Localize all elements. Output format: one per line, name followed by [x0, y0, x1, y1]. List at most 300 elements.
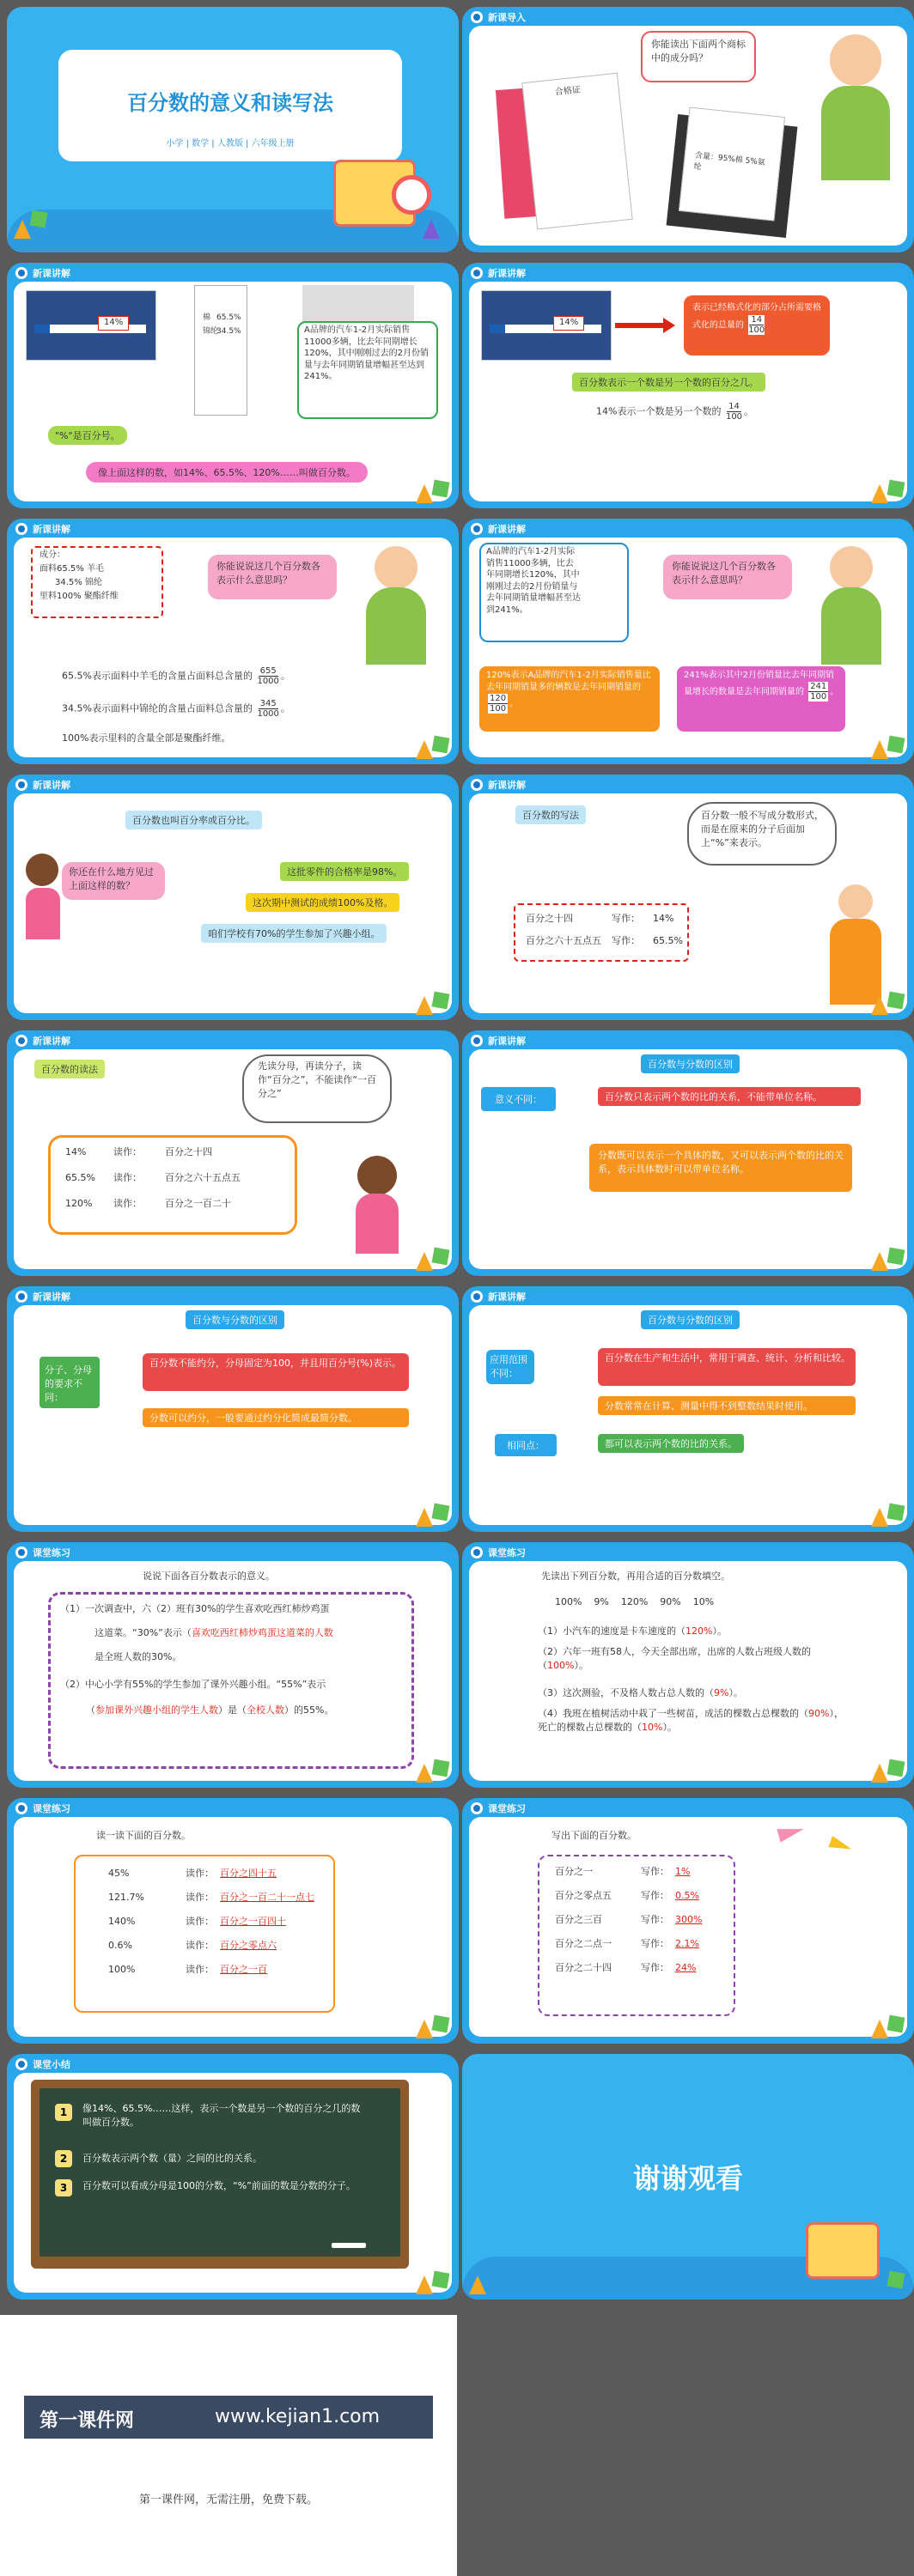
slide-12	[462, 1286, 914, 1532]
cube-icon	[432, 1504, 450, 1522]
question-title: 先读出下列百分数，再用合适的百分数填空。	[541, 1571, 730, 1582]
header-label: 新课讲解	[33, 780, 70, 791]
cone-icon	[871, 996, 888, 1015]
girl-illustration	[26, 854, 58, 886]
slide-header	[471, 1801, 526, 1815]
slide-header	[15, 2057, 70, 2071]
row-number: 121.7%	[108, 1892, 144, 1903]
footer-note: 第一课件网，无需注册，免费下载。	[138, 2494, 318, 2506]
teacher-illustration	[830, 34, 881, 86]
slide-header	[15, 1034, 70, 1048]
cone-icon	[416, 2275, 433, 2294]
logo-icon	[471, 523, 483, 535]
slide-header	[15, 266, 70, 280]
header-label: 课堂练习	[33, 1803, 70, 1814]
bubble-text: 你能说说这几个百分数各表示什么意思吗？	[672, 561, 776, 586]
question-title: 说说下面各百分数表示的意义。	[143, 1571, 275, 1582]
number-badge: 1	[55, 2104, 72, 2121]
writing-card	[538, 1855, 735, 2016]
cone-icon	[871, 1764, 888, 1783]
cone-icon	[416, 2020, 433, 2038]
cone-icon	[416, 1508, 433, 1527]
chalk-icon	[332, 2243, 366, 2248]
red-arrow-head	[663, 318, 675, 333]
explain-text: 34.5%表示面料中锦纶的含量占面料总含量的	[62, 702, 253, 714]
row-value: 1%	[675, 1866, 691, 1877]
cone-icon	[416, 1252, 433, 1271]
header-label: 新课讲解	[488, 1291, 526, 1303]
topic-title: 百分数的读法	[34, 1060, 105, 1078]
fraction	[488, 694, 508, 714]
slide-header	[15, 778, 70, 792]
row-label: 写作：	[641, 1914, 669, 1925]
logo-icon	[471, 1546, 483, 1558]
cube-icon	[887, 736, 905, 754]
fraction	[726, 402, 742, 422]
cube-icon	[432, 1248, 450, 1266]
cone-icon	[416, 484, 433, 503]
row-read: 百分之一百二十一点七	[220, 1892, 314, 1903]
slide-body	[469, 1305, 907, 1525]
category-label: 应用范围不同：	[490, 1354, 527, 1379]
cube-icon	[887, 992, 905, 1010]
cube-icon	[432, 736, 450, 754]
row-value: 2.1%	[675, 1938, 699, 1949]
books-illustration	[806, 2222, 880, 2279]
exercise-line	[538, 1707, 847, 1735]
logo-icon	[471, 1802, 483, 1814]
percent-rule: 百分数不能约分，分母固定为100，并且用百分号(%)表示。	[149, 1358, 402, 1369]
row-label: 读作：	[186, 1868, 214, 1879]
slide-header	[471, 522, 526, 536]
cone-icon	[416, 740, 433, 759]
exercise-text: ）。	[712, 1625, 727, 1637]
answer-text: 10%	[642, 1721, 663, 1733]
question-title: 读一读下面的百分数。	[96, 1830, 191, 1841]
progress-value: 14%	[98, 316, 129, 331]
exercise-text: （4）我班在植树活动中栽了一些树苗，成活的棵数占总棵数的（	[538, 1708, 808, 1719]
girl-body	[356, 1194, 399, 1254]
cube-icon	[432, 1759, 450, 1777]
explain-line: 100%表示里料的含量全部是聚酯纤维。	[62, 732, 231, 744]
progress-bar	[34, 325, 146, 333]
fraction-rule: 分数可以约分，一般要通过约分化简成最简分数。	[143, 1408, 409, 1427]
slide-body	[14, 1817, 452, 2037]
percent-usage: 百分数在生产和生活中，常用于调查、统计、分析和比较。	[605, 1352, 850, 1364]
teacher-body	[366, 587, 426, 665]
slide-header	[15, 1801, 70, 1815]
progress-fill	[34, 325, 50, 333]
numerator: 14	[728, 402, 740, 411]
header-label: 课堂练习	[33, 1547, 70, 1558]
slide-header	[15, 522, 70, 536]
exercise-text: ），死亡的棵数占总棵数的（	[538, 1708, 844, 1733]
card-line: 成分：	[40, 550, 65, 560]
numerator: 241	[810, 682, 827, 691]
answer-text: 9%	[714, 1687, 729, 1698]
numerator: 345	[259, 699, 277, 708]
boy-body	[830, 919, 881, 1005]
slide-body	[469, 1049, 907, 1269]
logo-icon	[471, 1035, 483, 1047]
card-line: 面料65.5% 羊毛	[40, 564, 104, 574]
teacher-illustration	[375, 546, 417, 589]
fraction	[257, 699, 278, 719]
slide-header	[15, 1546, 70, 1559]
row-number: 100%	[108, 1964, 136, 1975]
header-label: 新课讲解	[33, 268, 70, 279]
denominator: 100	[725, 412, 743, 422]
header-label: 新课讲解	[488, 780, 526, 791]
footer-url[interactable]: www.kejian1.com	[215, 2406, 381, 2427]
logo-icon	[471, 267, 483, 279]
row-read: 百分之六十五点五	[165, 1172, 241, 1183]
fraction	[748, 315, 765, 335]
percent-sign-label: "%"是百分号。	[48, 426, 127, 445]
slide-body	[14, 793, 452, 1013]
row-label: 写作：	[612, 913, 640, 924]
exercise-text: 这道菜。“30%”表示（	[94, 1627, 192, 1638]
row-read: 百分之一百二十	[165, 1198, 231, 1209]
bubble-text: 先读分母，再读分子，读作“百分之”，不能读作“一百分之”	[258, 1060, 377, 1099]
cone-icon	[423, 220, 440, 239]
cube-icon	[432, 2015, 450, 2033]
teacher-body	[821, 86, 890, 180]
red-arrow	[615, 323, 667, 328]
exercise-text: ）是（	[218, 1704, 247, 1716]
slide-header	[471, 1546, 526, 1559]
numerator: 14	[751, 314, 763, 325]
slide-11	[7, 1286, 459, 1532]
slide-5	[7, 519, 459, 764]
slide-4	[462, 263, 914, 508]
exercise-text: ）。	[574, 1659, 588, 1671]
explain-text	[692, 302, 821, 335]
tag-line: 棉	[203, 313, 211, 322]
cube-icon	[432, 992, 450, 1010]
row-value: 0.5%	[675, 1890, 699, 1901]
exercise-line: 是全班人数的30%。	[94, 1651, 182, 1662]
cube-icon	[432, 480, 450, 498]
progress-fill	[490, 325, 505, 333]
bubble-text: 你能说说这几个百分数各表示什么意思吗？	[216, 561, 320, 586]
slide-body	[14, 1561, 452, 1781]
exercise-line	[94, 1626, 412, 1640]
cube-icon	[432, 2271, 450, 2289]
denominator: 100	[810, 692, 827, 702]
row-number: 65.5%	[65, 1172, 95, 1183]
logo-icon	[15, 1291, 27, 1303]
slide-13	[7, 1542, 459, 1788]
summary-text: 百分数表示两个数（量）之间的比的关系。	[82, 2153, 262, 2164]
fraction-usage: 分数常常在计算、测量中得不到整数结果时使用。	[598, 1396, 856, 1415]
slide-header	[471, 1290, 526, 1303]
logo-icon	[15, 2058, 27, 2070]
denominator: 100	[490, 704, 507, 714]
magnifier-icon	[392, 175, 431, 215]
bubble-text: 你还在什么地方见过上面这样的数？	[69, 866, 154, 891]
slide-7	[7, 775, 459, 1020]
example-text: 14%表示一个数是另一个数的	[596, 405, 722, 417]
answer-text: 241%表示其中2月份销量比去年同期销量增长的数量是去年同期销量的 $\frac{241}{100}$ 。	[684, 671, 839, 702]
row-label: 读作：	[113, 1146, 142, 1157]
logo-icon	[15, 1035, 27, 1047]
slide-header	[471, 10, 526, 24]
explain-label: 表示已经格式化的部分占所需要格式化的总量的	[692, 303, 821, 330]
slide-body	[14, 1305, 452, 1525]
cone-icon	[469, 2275, 486, 2294]
exercise-line: （2）中心小学有55%的学生参加了课外兴趣小组。“55%”表示	[60, 1679, 326, 1690]
progress-bar	[490, 325, 601, 333]
topic-title: 百分数与分数的区别	[641, 1054, 740, 1073]
clothes-tag	[194, 285, 247, 416]
answer-label: 120%表示A品牌的汽车1-2月实际销售量比去年同期销量多的辆数是去年同期销量的	[486, 671, 651, 692]
row-number: 45%	[108, 1868, 130, 1879]
slide-body	[469, 793, 907, 1013]
slide-3	[7, 263, 459, 508]
explain-line: 65.5%表示面料中羊毛的含量占面料总含量的 $\frac{655}{1000}$ 。	[62, 666, 290, 686]
cone-icon	[871, 2020, 888, 2038]
slide-body	[14, 1049, 452, 1269]
percent-meaning: 百分数只表示两个数的比的关系，不能带单位名称。	[598, 1087, 861, 1106]
answer-label: 241%表示其中2月份销量比去年同期销量增长的数量是去年同期销量的	[684, 671, 834, 697]
row-label: 写作：	[641, 1938, 669, 1949]
row-read: 百分之一百	[220, 1964, 267, 1975]
topic-title: 百分数的写法	[515, 805, 586, 824]
cube-icon	[887, 2271, 905, 2289]
slide-body	[469, 26, 907, 246]
row-read: 百分之一百四十	[220, 1916, 286, 1927]
thanks-title: 谢谢观看	[632, 2162, 743, 2195]
exercise-line	[538, 1645, 830, 1673]
girl-body	[26, 888, 60, 939]
answer-text: 100%	[547, 1659, 575, 1671]
row-value: 65.5%	[653, 935, 683, 946]
footer-brand: 第一课件网	[40, 2410, 135, 2432]
logo-icon	[15, 779, 27, 791]
row-read: 百分之三百	[555, 1914, 602, 1925]
footer-card	[0, 2315, 457, 2576]
row-label: 读作：	[113, 1172, 142, 1183]
logo-icon	[15, 1802, 27, 1814]
cube-icon	[887, 1504, 905, 1522]
header-label: 新课讲解	[488, 524, 526, 535]
denominator: 1000	[257, 677, 279, 686]
slide-header	[15, 1290, 70, 1303]
fraction-meaning: 分数既可以表示一个具体的数，又可以表示两个数的比的关系，表示具体数时可以带单位名称。	[598, 1150, 844, 1175]
category-label: 分子、分母的要求不同：	[45, 1364, 92, 1403]
cone-icon	[871, 484, 888, 503]
bubble-text: 百分数一般不写成分数形式，而是在原来的分子后面加上“%”来表示。	[701, 810, 824, 848]
slide-header	[471, 1034, 526, 1048]
tag-line: 锦纶	[203, 327, 219, 336]
row-value: 14%	[653, 913, 674, 924]
cube-icon	[887, 1248, 905, 1266]
header-label: 新课讲解	[33, 1036, 70, 1047]
exercise-text: （	[86, 1704, 95, 1716]
number-list: 100% 9% 120% 90% 10%	[555, 1596, 715, 1607]
progress-value: 14%	[553, 316, 584, 331]
slide-1	[7, 7, 459, 252]
row-label: 写作：	[612, 935, 640, 946]
tag-right-text: 含量：95%棉 5%氨纶	[693, 151, 766, 173]
cone-icon	[416, 996, 433, 1015]
slide-body	[469, 282, 907, 501]
teacher-body	[821, 587, 881, 665]
answer-text: 参加课外兴趣小组的学生人数	[95, 1704, 218, 1716]
row-label: 读作：	[113, 1198, 142, 1209]
girl-illustration	[357, 1156, 397, 1195]
card-line: 里料100% 聚酯纤维	[40, 592, 119, 601]
numerator: 120	[490, 694, 507, 703]
logo-icon	[471, 779, 483, 791]
answer-text: 90%	[808, 1708, 830, 1719]
exercise-text: （1）小汽车的速度是卡车速度的（	[538, 1625, 686, 1637]
header-label: 课堂小结	[33, 2059, 70, 2070]
explain-text: 65.5%表示面料中羊毛的含量占面料总含量的	[62, 670, 253, 682]
slide-8	[462, 775, 914, 1020]
cone-icon	[871, 1252, 888, 1271]
header-label: 课堂练习	[488, 1803, 526, 1814]
answer-text: 全校人数	[247, 1704, 284, 1716]
exercise-line	[538, 1625, 864, 1638]
logo-icon	[15, 523, 27, 535]
row-number: 140%	[108, 1916, 136, 1927]
slide-body	[14, 282, 452, 501]
row-read: 百分之十四	[526, 913, 573, 924]
header-label: 新课讲解	[33, 524, 70, 535]
definition-strip: 百分数表示一个数是另一个数的百分之几。	[572, 373, 765, 392]
answer-text: 喜欢吃西红柿炒鸡蛋这道菜的人数	[191, 1627, 333, 1638]
exercise-text: ）。	[728, 1687, 743, 1698]
example-2: 这次期中测试的成绩100%及格。	[246, 893, 399, 912]
example-line: 14%表示一个数是另一个数的 $\frac{14}{100}$ 。	[596, 402, 754, 422]
header-label: 课堂练习	[488, 1547, 526, 1558]
slide-body	[469, 1561, 907, 1781]
row-label: 读作：	[186, 1892, 214, 1903]
slide-header	[471, 778, 526, 792]
row-read: 百分之六十五点五	[526, 935, 601, 946]
numerator: 655	[259, 666, 277, 676]
header-label: 新课讲解	[488, 268, 526, 279]
question-title: 写出下面的百分数。	[551, 1830, 637, 1841]
row-read: 百分之十四	[165, 1146, 212, 1157]
denominator: 1000	[257, 709, 279, 719]
car-photo	[302, 285, 414, 326]
bubble-text: 你能读出下面两个商标中的成分吗？	[651, 39, 746, 64]
teacher-illustration	[830, 546, 873, 589]
explain-line: 34.5%表示面料中锦纶的含量占面料总含量的 $\frac{345}{1000}$ 。	[62, 699, 290, 719]
common-point: 都可以表示两个数的比的关系。	[598, 1434, 744, 1453]
row-label: 读作：	[186, 1940, 214, 1951]
row-label: 写作：	[641, 1962, 669, 1973]
card-text: A品牌的汽车1-2月实际销售11000多辆，比去年同期增长120%，其中刚刚过去的2月份销量与去年同期销量增幅甚至达到241%。	[486, 547, 581, 615]
logo-icon	[15, 1546, 27, 1558]
row-label: 读作：	[186, 1916, 214, 1927]
tag-line: 34.5%	[216, 327, 241, 336]
row-read: 百分之一	[555, 1866, 593, 1877]
cone-icon	[871, 740, 888, 759]
paper-plane-icon	[828, 1836, 853, 1855]
row-number: 14%	[65, 1146, 87, 1157]
cone-icon	[14, 220, 31, 239]
slide-6	[462, 519, 914, 764]
row-number: 0.6%	[108, 1940, 132, 1951]
number-badge: 2	[55, 2150, 72, 2167]
slide-9	[7, 1030, 459, 1276]
slide-body	[14, 538, 452, 757]
slide-16	[462, 1798, 914, 2044]
slide-2	[462, 7, 914, 252]
row-label: 读作：	[186, 1964, 214, 1975]
slide-title: 百分数的意义和读写法	[127, 91, 333, 115]
row-read: 百分之二十四	[555, 1962, 612, 1973]
slide-14	[462, 1542, 914, 1788]
slide-10	[462, 1030, 914, 1276]
topic-title: 百分数与分数的区别	[186, 1310, 284, 1329]
example-1: 这批零件的合格率是98%。	[280, 862, 409, 881]
example-3: 咱们学校有70%的学生参加了兴趣小组。	[201, 924, 387, 943]
row-label: 写作：	[641, 1866, 669, 1877]
exercise-line: （1）一次调查中，六（2）班有30%的学生喜欢吃西红柿炒鸡蛋	[60, 1603, 330, 1614]
number-badge: 3	[55, 2179, 72, 2196]
cube-icon	[887, 480, 905, 498]
definition-strip: 像上面这样的数，如14%、65.5%、120%……叫做百分数。	[86, 462, 368, 483]
logo-icon	[471, 11, 483, 23]
row-label: 写作：	[641, 1890, 669, 1901]
row-read: 百分之零点六	[220, 1940, 277, 1951]
boy-illustration	[838, 884, 873, 919]
exercise-line	[538, 1686, 864, 1700]
exercise-line	[86, 1704, 412, 1717]
slide-body	[14, 2073, 452, 2293]
slide-body	[469, 538, 907, 757]
note-text: A品牌的汽车1-2月实际销售11000多辆，比去年同期增长120%，其中刚刚过去的2月份销量与去年同期销量增幅甚至达到241%。	[304, 325, 429, 381]
category-label: 意义不同：	[481, 1087, 556, 1111]
slide-subtitle: 小学 | 数学 | 人教版 | 六年级上册	[166, 139, 295, 149]
cube-icon	[30, 210, 48, 228]
row-value: 300%	[675, 1914, 703, 1925]
slide-header	[471, 266, 526, 280]
denominator: 100	[748, 325, 765, 335]
row-value: 24%	[675, 1962, 697, 1973]
topic-title: 百分数与分数的区别	[641, 1310, 740, 1329]
fraction	[257, 666, 278, 686]
tag-line: 65.5%	[216, 313, 241, 322]
cone-icon	[416, 1764, 433, 1783]
cone-icon	[871, 1508, 888, 1527]
exercise-text: ）的55%。	[284, 1704, 334, 1716]
row-read: 百分之零点五	[555, 1890, 612, 1901]
common-label: 相同点：	[495, 1434, 557, 1456]
paper-plane-icon	[777, 1822, 805, 1842]
cube-icon	[887, 2015, 905, 2033]
header-label: 新课讲解	[33, 1291, 70, 1303]
tag-left-title: 合格证	[554, 85, 582, 98]
topic-title: 百分数也叫百分率或百分比。	[125, 811, 262, 829]
answer-text: 120%表示A品牌的汽车1-2月实际销售量比去年同期销量多的辆数是去年同期销量的 $\frac{120}{100}$ 。	[486, 671, 651, 714]
summary-text: 百分数可以看成分母是100的分数，“%”前面的数是分数的分子。	[82, 2180, 356, 2191]
slide-17	[7, 2054, 459, 2300]
logo-icon	[15, 267, 27, 279]
exercise-text: （2）六年一班有58人，今天全部出席，出席的人数占班级人数的（	[538, 1646, 811, 1671]
row-number: 120%	[65, 1198, 93, 1209]
fraction	[808, 682, 828, 702]
row-read: 百分之二点一	[555, 1938, 612, 1949]
exercise-text: （3）这次测验，不及格人数占总人数的（	[538, 1687, 714, 1698]
logo-icon	[471, 1291, 483, 1303]
summary-text: 像14%、65.5%……这样，表示一个数是另一个数的百分之几的数叫做百分数。	[82, 2103, 361, 2128]
